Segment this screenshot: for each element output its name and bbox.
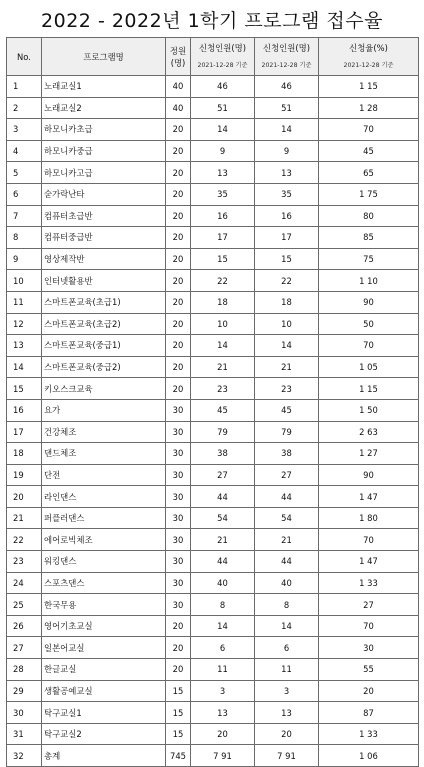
table-row (7, 745, 419, 767)
program-name: 생활공예교실 (42, 680, 166, 702)
applicants-1-value: 51 (191, 97, 255, 119)
applicants-2-value: 40 (255, 572, 319, 594)
col-header-program-label: 프로그램명 (83, 51, 124, 62)
rate-value: 1 80 (319, 507, 419, 529)
capacity-value: 30 (166, 486, 191, 508)
program-name: 스포츠댄스 (42, 572, 166, 594)
applicants-2-value: 21 (255, 356, 319, 378)
row-number: 1 (7, 76, 42, 98)
table-row (7, 551, 419, 573)
applicants-2-value: 7 91 (255, 745, 319, 767)
rate-value: 80 (319, 205, 419, 227)
applicants-1-value: 23 (191, 378, 255, 400)
program-name: 키오스크교육 (42, 378, 166, 400)
row-number: 5 (7, 162, 42, 184)
rate-value: 20 (319, 680, 419, 702)
program-name: 하모니카중급 (42, 140, 166, 162)
applicants-2-value: 16 (255, 205, 319, 227)
applicants-2-value: 21 (255, 529, 319, 551)
applicants-2-value: 14 (255, 119, 319, 141)
table-row (7, 378, 419, 400)
rate-value: 2 63 (319, 421, 419, 443)
program-name: 노래교실1 (42, 76, 166, 98)
rate-value: 70 (319, 529, 419, 551)
page-title: 2022 - 2022년 1학기 프로그램 접수율 (41, 10, 383, 32)
col-header-capacity-label: 정원 (명) (169, 45, 187, 68)
applicants-1-value: 44 (191, 551, 255, 573)
table-row (7, 680, 419, 702)
table-row (7, 723, 419, 745)
applicants-1-value: 13 (191, 162, 255, 184)
capacity-value: 30 (166, 421, 191, 443)
applicants-1-value: 46 (191, 76, 255, 98)
rate-value: 85 (319, 227, 419, 249)
applicants-1-value: 13 (191, 702, 255, 724)
table-row (7, 205, 419, 227)
program-name: 퍼플러댄스 (42, 507, 166, 529)
applicants-1-value: 17 (191, 227, 255, 249)
applicants-2-value: 15 (255, 248, 319, 270)
applicants-1-value: 38 (191, 443, 255, 465)
rate-value: 1 10 (319, 270, 419, 292)
applicants-1-value: 54 (191, 507, 255, 529)
row-number: 29 (7, 680, 42, 702)
table-row (7, 227, 419, 249)
row-number: 16 (7, 399, 42, 421)
capacity-value: 30 (166, 507, 191, 529)
capacity-value: 20 (166, 313, 191, 335)
table-row (7, 659, 419, 681)
capacity-value: 745 (166, 745, 191, 767)
capacity-value: 15 (166, 702, 191, 724)
capacity-value: 20 (166, 378, 191, 400)
program-name: 에어로빅체조 (42, 529, 166, 551)
table-row (7, 76, 419, 98)
col-header-no-label: No. (17, 51, 31, 62)
rate-value: 1 33 (319, 723, 419, 745)
table-row (7, 97, 419, 119)
col-header-applicants-2 (255, 38, 319, 76)
applicants-1-value: 40 (191, 572, 255, 594)
capacity-value: 20 (166, 291, 191, 313)
col-header-no (7, 38, 42, 76)
row-number: 18 (7, 443, 42, 465)
rate-value: 70 (319, 615, 419, 637)
applicants-2-value: 23 (255, 378, 319, 400)
table-row (7, 335, 419, 357)
row-number: 9 (7, 248, 42, 270)
applicants-1-value: 21 (191, 529, 255, 551)
program-name: 한글교실 (42, 659, 166, 681)
program-name: 요가 (42, 399, 166, 421)
table-row (7, 162, 419, 184)
capacity-value: 20 (166, 140, 191, 162)
applicants-1-value: 7 91 (191, 745, 255, 767)
program-name: 스마트폰교육(중급1) (42, 335, 166, 357)
table-row (7, 313, 419, 335)
program-name: 인터넷활용반 (42, 270, 166, 292)
applicants-2-value: 13 (255, 162, 319, 184)
rate-value: 1 15 (319, 76, 419, 98)
program-name: 컴퓨터중급반 (42, 227, 166, 249)
applicants-1-value: 22 (191, 270, 255, 292)
applicants-2-value: 51 (255, 97, 319, 119)
rate-value: 1 15 (319, 378, 419, 400)
row-number: 3 (7, 119, 42, 141)
rate-value: 65 (319, 162, 419, 184)
rate-value: 75 (319, 248, 419, 270)
col-header-capacity (166, 38, 191, 76)
rate-value: 70 (319, 119, 419, 141)
applicants-2-value: 27 (255, 464, 319, 486)
program-name: 댄드체조 (42, 443, 166, 465)
applicants-2-value: 11 (255, 659, 319, 681)
header-row (7, 38, 419, 76)
row-number: 6 (7, 183, 42, 205)
applicants-2-value: 54 (255, 507, 319, 529)
applicants-2-value: 6 (255, 637, 319, 659)
applicants-2-value: 22 (255, 270, 319, 292)
rate-value: 1 27 (319, 443, 419, 465)
table-row (7, 486, 419, 508)
table-row (7, 140, 419, 162)
applicants-2-value: 17 (255, 227, 319, 249)
applicants-1-value: 44 (191, 486, 255, 508)
row-number: 19 (7, 464, 42, 486)
row-number: 12 (7, 313, 42, 335)
applicants-1-value: 21 (191, 356, 255, 378)
applicants-1-value: 15 (191, 248, 255, 270)
program-name: 영상제작반 (42, 248, 166, 270)
program-name: 숟가락난타 (42, 183, 166, 205)
rate-value: 50 (319, 313, 419, 335)
col-header-applicants-1 (191, 38, 255, 76)
row-number: 7 (7, 205, 42, 227)
applicants-2-value: 14 (255, 335, 319, 357)
row-number: 15 (7, 378, 42, 400)
row-number: 30 (7, 702, 42, 724)
applicants-1-value: 3 (191, 680, 255, 702)
table-row (7, 529, 419, 551)
rate-value: 1 06 (319, 745, 419, 767)
table-row (7, 270, 419, 292)
col-header-rate-date: 2021-12-28 기준 (343, 61, 394, 69)
table-body (7, 76, 419, 767)
capacity-value: 40 (166, 97, 191, 119)
row-number: 24 (7, 572, 42, 594)
program-name: 단전 (42, 464, 166, 486)
col-header-applicants-2-label: 신청인원(명) (263, 42, 310, 53)
program-name: 탁구교실1 (42, 702, 166, 724)
table-row (7, 443, 419, 465)
applicants-2-value: 44 (255, 551, 319, 573)
rate-value: 30 (319, 637, 419, 659)
col-header-applicants-2-date: 2021-12-28 기준 (261, 61, 312, 69)
row-number: 17 (7, 421, 42, 443)
program-name: 하모니카초급 (42, 119, 166, 141)
col-header-program (42, 38, 166, 76)
capacity-value: 30 (166, 399, 191, 421)
applicants-2-value: 35 (255, 183, 319, 205)
row-number: 13 (7, 335, 42, 357)
capacity-value: 30 (166, 551, 191, 573)
row-number: 10 (7, 270, 42, 292)
applicants-1-value: 20 (191, 723, 255, 745)
applicants-1-value: 35 (191, 183, 255, 205)
applicants-1-value: 27 (191, 464, 255, 486)
col-header-rate (319, 38, 419, 76)
applicants-2-value: 38 (255, 443, 319, 465)
row-number: 14 (7, 356, 42, 378)
capacity-value: 30 (166, 443, 191, 465)
table-row (7, 421, 419, 443)
applicants-2-value: 45 (255, 399, 319, 421)
program-name: 스마트폰교육(초급2) (42, 313, 166, 335)
applicants-1-value: 14 (191, 119, 255, 141)
rate-value: 1 33 (319, 572, 419, 594)
row-number: 31 (7, 723, 42, 745)
table-row (7, 615, 419, 637)
capacity-value: 20 (166, 270, 191, 292)
table-row (7, 572, 419, 594)
row-number: 21 (7, 507, 42, 529)
applicants-1-value: 79 (191, 421, 255, 443)
applicants-1-value: 45 (191, 399, 255, 421)
program-name: 영어기초교실 (42, 615, 166, 637)
applicants-1-value: 14 (191, 615, 255, 637)
capacity-value: 20 (166, 227, 191, 249)
capacity-value: 30 (166, 529, 191, 551)
applicants-1-value: 6 (191, 637, 255, 659)
rate-value: 1 28 (319, 97, 419, 119)
rate-value: 90 (319, 464, 419, 486)
applicants-2-value: 18 (255, 291, 319, 313)
program-name: 총계 (42, 745, 166, 767)
program-name: 건강체조 (42, 421, 166, 443)
program-name: 스마트폰교육(초급1) (42, 291, 166, 313)
rate-value: 55 (319, 659, 419, 681)
capacity-value: 20 (166, 162, 191, 184)
capacity-value: 20 (166, 356, 191, 378)
rate-value: 1 05 (319, 356, 419, 378)
capacity-value: 15 (166, 680, 191, 702)
table-row (7, 356, 419, 378)
program-name: 일본어교실 (42, 637, 166, 659)
rate-value: 1 75 (319, 183, 419, 205)
capacity-value: 20 (166, 119, 191, 141)
rate-value: 27 (319, 594, 419, 616)
program-name: 워킹댄스 (42, 551, 166, 573)
program-name: 하모니카고급 (42, 162, 166, 184)
program-table (6, 37, 419, 767)
rate-value: 90 (319, 291, 419, 313)
applicants-2-value: 14 (255, 615, 319, 637)
row-number: 22 (7, 529, 42, 551)
program-name: 라인댄스 (42, 486, 166, 508)
row-number: 20 (7, 486, 42, 508)
row-number: 25 (7, 594, 42, 616)
col-header-applicants-1-label: 신청인원(명) (199, 42, 246, 53)
applicants-1-value: 14 (191, 335, 255, 357)
applicants-2-value: 44 (255, 486, 319, 508)
capacity-value: 20 (166, 659, 191, 681)
table-row (7, 464, 419, 486)
applicants-2-value: 3 (255, 680, 319, 702)
table-row (7, 119, 419, 141)
row-number: 32 (7, 745, 42, 767)
capacity-value: 30 (166, 594, 191, 616)
applicants-2-value: 20 (255, 723, 319, 745)
applicants-2-value: 10 (255, 313, 319, 335)
row-number: 8 (7, 227, 42, 249)
capacity-value: 20 (166, 637, 191, 659)
program-name: 스마트폰교육(중급2) (42, 356, 166, 378)
applicants-1-value: 11 (191, 659, 255, 681)
applicants-1-value: 16 (191, 205, 255, 227)
capacity-value: 20 (166, 248, 191, 270)
program-name: 노래교실2 (42, 97, 166, 119)
applicants-1-value: 8 (191, 594, 255, 616)
capacity-value: 20 (166, 205, 191, 227)
program-name: 컴퓨터초급반 (42, 205, 166, 227)
rate-value: 1 47 (319, 551, 419, 573)
col-header-rate-label: 신청율(%) (349, 42, 388, 53)
capacity-value: 20 (166, 183, 191, 205)
applicants-2-value: 8 (255, 594, 319, 616)
capacity-value: 30 (166, 572, 191, 594)
rate-value: 45 (319, 140, 419, 162)
program-name: 한국무용 (42, 594, 166, 616)
capacity-value: 20 (166, 615, 191, 637)
capacity-value: 40 (166, 76, 191, 98)
capacity-value: 20 (166, 335, 191, 357)
col-header-applicants-1-date: 2021-12-28 기준 (197, 61, 248, 69)
row-number: 27 (7, 637, 42, 659)
table-row (7, 507, 419, 529)
row-number: 28 (7, 659, 42, 681)
table-row (7, 637, 419, 659)
row-number: 2 (7, 97, 42, 119)
applicants-2-value: 79 (255, 421, 319, 443)
applicants-2-value: 9 (255, 140, 319, 162)
applicants-1-value: 10 (191, 313, 255, 335)
applicants-1-value: 18 (191, 291, 255, 313)
capacity-value: 15 (166, 723, 191, 745)
applicants-1-value: 9 (191, 140, 255, 162)
capacity-value: 30 (166, 464, 191, 486)
table-row (7, 291, 419, 313)
row-number: 26 (7, 615, 42, 637)
rate-value: 87 (319, 702, 419, 724)
rate-value: 1 50 (319, 399, 419, 421)
row-number: 23 (7, 551, 42, 573)
table-row (7, 399, 419, 421)
rate-value: 1 47 (319, 486, 419, 508)
table-row (7, 183, 419, 205)
table-row (7, 248, 419, 270)
applicants-2-value: 13 (255, 702, 319, 724)
row-number: 11 (7, 291, 42, 313)
rate-value: 70 (319, 335, 419, 357)
program-name: 탁구교실2 (42, 723, 166, 745)
table-row (7, 702, 419, 724)
table-row (7, 594, 419, 616)
applicants-2-value: 46 (255, 76, 319, 98)
row-number: 4 (7, 140, 42, 162)
